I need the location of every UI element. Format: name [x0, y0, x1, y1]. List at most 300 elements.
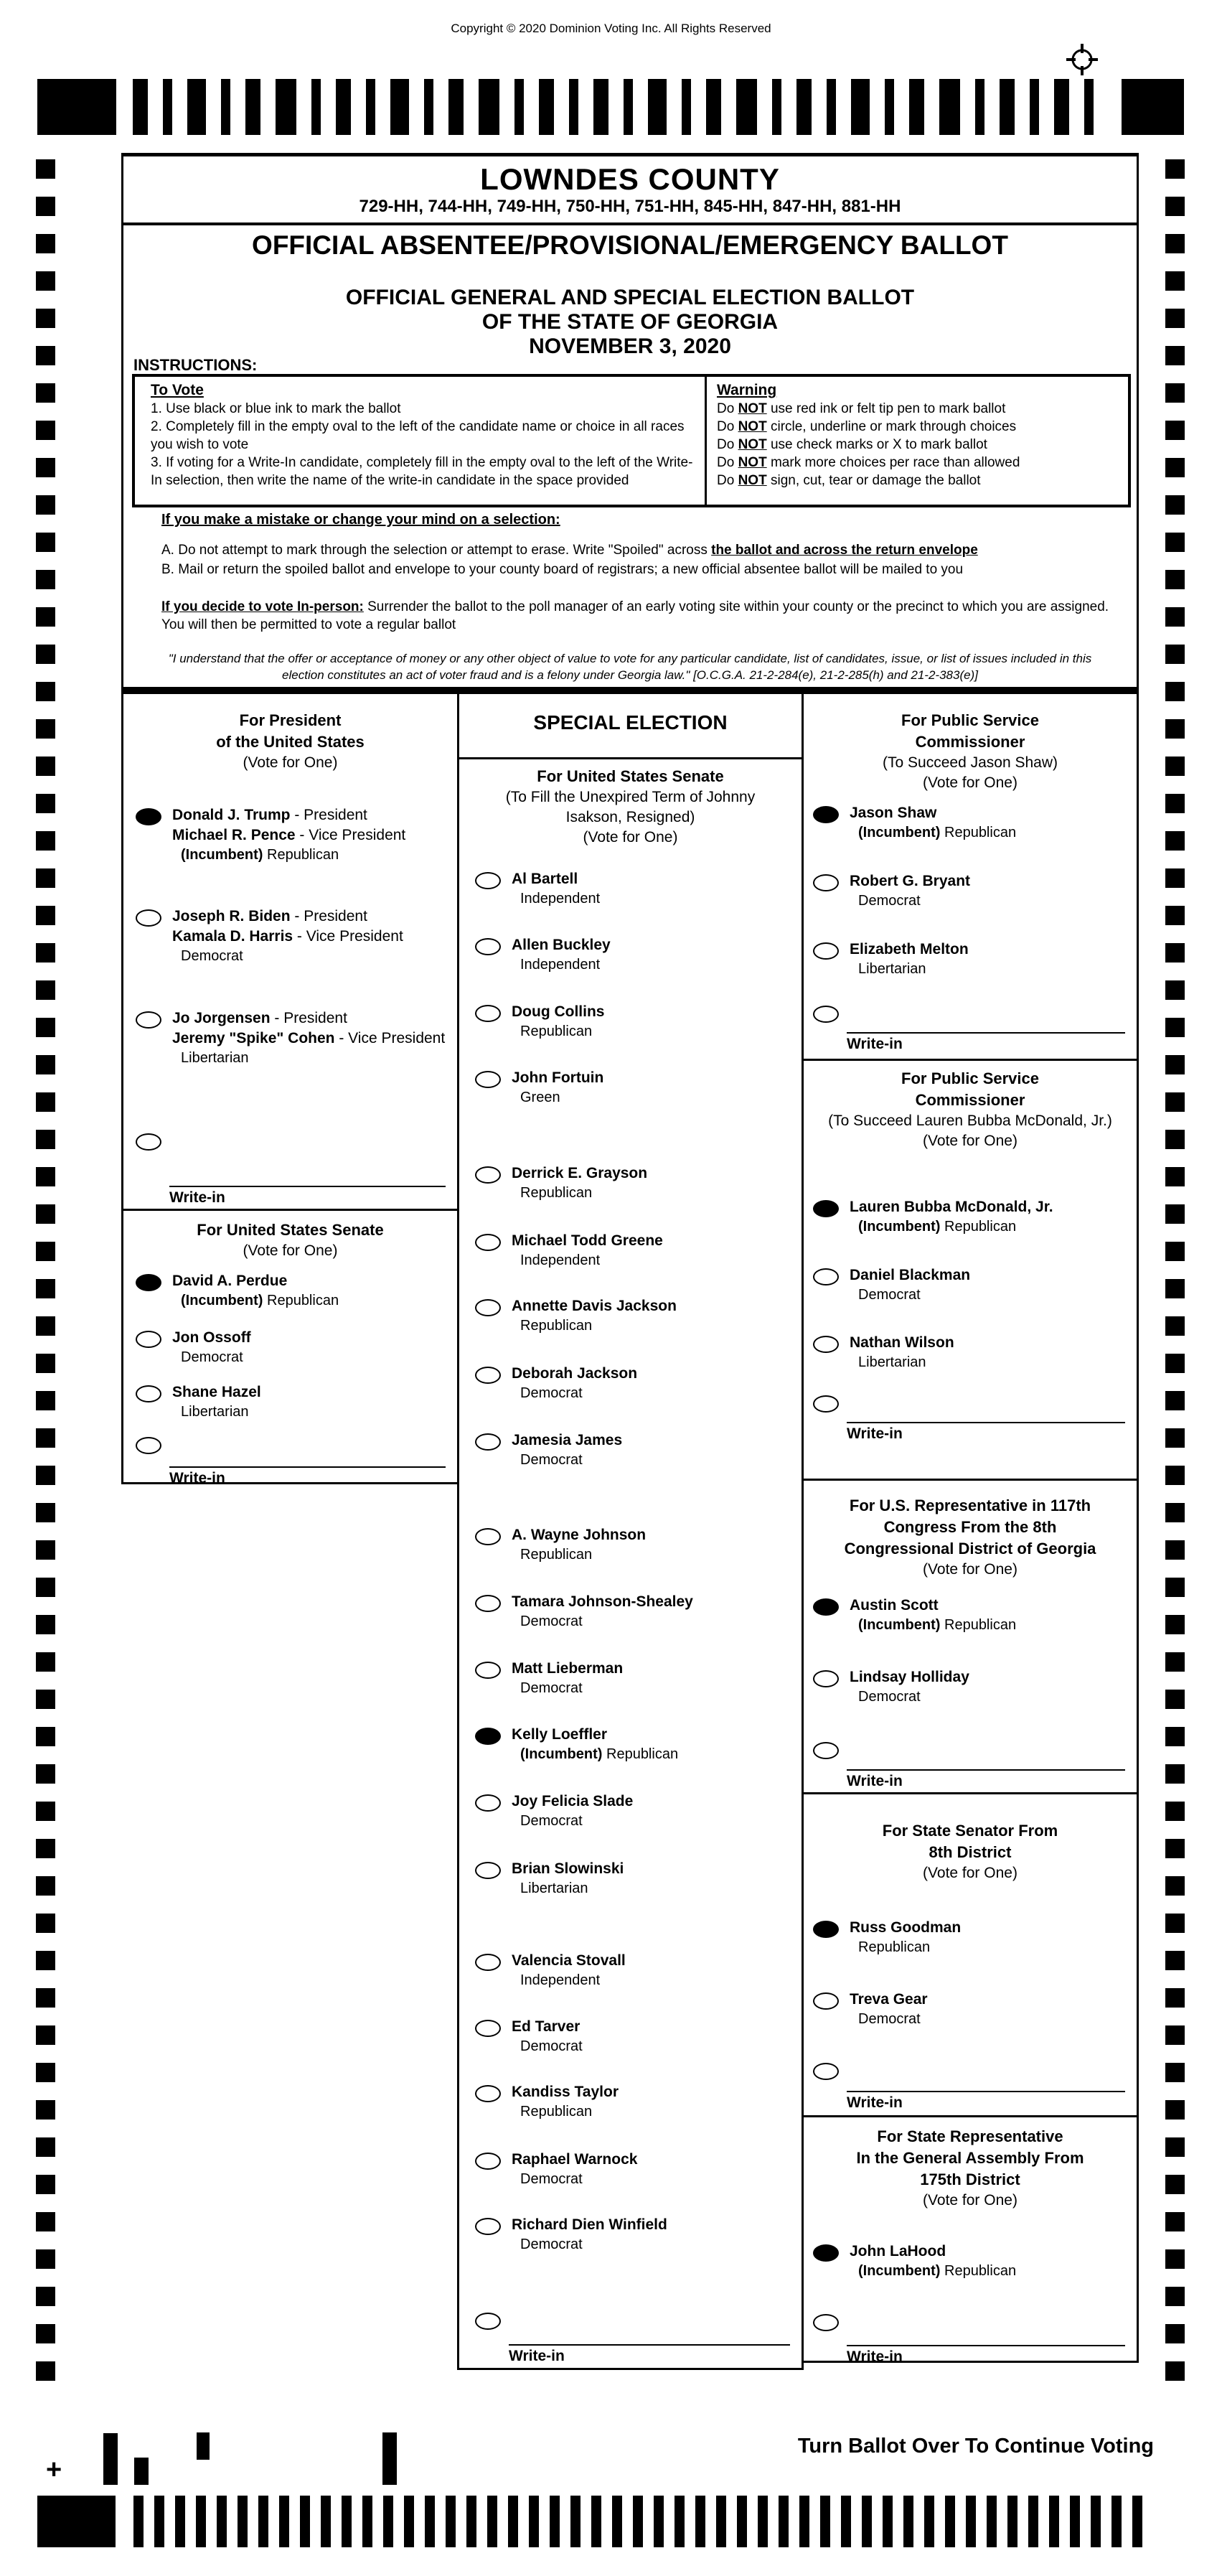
write-in-oval[interactable] — [813, 2314, 839, 2331]
candidate-name: Joy Felicia Slade — [512, 1793, 634, 1809]
timing-mark — [36, 1391, 55, 1410]
barcode-bar — [736, 79, 757, 135]
write-in-label: Write-in — [847, 2348, 903, 2365]
ballot-oval[interactable] — [475, 1528, 501, 1545]
candidate-party: (Incumbent) Republican — [858, 2263, 1017, 2279]
calibration-bar — [382, 2432, 397, 2485]
timing-mark — [36, 1466, 55, 1485]
candidate-row — [475, 1725, 678, 1764]
timing-mark — [1165, 1354, 1185, 1373]
mistake-item-b: B. Mail or return the spoiled ballot and envelope to your county board of registrars; a new official absentee ballot will be mailed to you — [161, 562, 964, 577]
candidate-row — [475, 1859, 624, 1898]
timing-mark — [36, 1242, 55, 1261]
candidate-name: Russ Goodman — [850, 1919, 962, 1936]
timing-mark — [36, 1130, 55, 1149]
timing-mark — [1165, 719, 1185, 739]
candidate-text — [512, 2082, 619, 2122]
candidate-party: Democrat — [520, 2171, 583, 2187]
candidate-name: Robert G. Bryant — [850, 873, 971, 889]
write-in-line[interactable] — [169, 1466, 446, 1468]
write-in-line[interactable] — [847, 1422, 1125, 1423]
timing-mark — [1165, 234, 1185, 253]
timing-mark — [1165, 1279, 1185, 1298]
ballot-oval-filled[interactable] — [813, 806, 839, 823]
barcode-bar — [682, 79, 691, 135]
ballot-oval[interactable] — [475, 1166, 501, 1184]
timing-mark — [1165, 1988, 1185, 2008]
barcode-bar — [336, 79, 351, 135]
timing-mark — [1165, 1204, 1185, 1224]
timing-mark — [1165, 570, 1185, 589]
write-in-oval[interactable] — [813, 2063, 839, 2080]
race-us-senate — [123, 1209, 457, 1491]
ballot-oval[interactable] — [475, 1005, 501, 1022]
write-in-line[interactable] — [847, 2091, 1125, 2092]
timing-mark — [1165, 943, 1185, 963]
timing-mark — [36, 1764, 55, 1784]
timing-mark — [36, 2249, 55, 2269]
candidate-name: Kamala D. Harris - Vice President — [172, 928, 403, 945]
timing-mark — [36, 1578, 55, 1597]
candidate-party: Independent — [520, 891, 601, 907]
race-vote-for: (Vote for One) — [923, 1133, 1017, 1149]
barcode-bar — [758, 2496, 768, 2547]
barcode-bar — [924, 2496, 934, 2547]
timing-mark — [1165, 1839, 1185, 1858]
candidate-name: Jeremy "Spike" Cohen - Vice President — [172, 1030, 446, 1046]
candidate-name: Matt Lieberman — [512, 1660, 624, 1677]
barcode-bar — [383, 2496, 393, 2547]
timing-mark — [1165, 831, 1185, 851]
barcode-bar — [321, 2496, 331, 2547]
election-title-line1: OFFICIAL GENERAL AND SPECIAL ELECTION BALLOT — [345, 286, 915, 309]
ballot-oval[interactable] — [813, 1336, 839, 1353]
barcode-bar — [1028, 2496, 1038, 2547]
write-in-line[interactable] — [169, 1186, 446, 1187]
barcode-bar — [883, 2496, 893, 2547]
candidate-name: Jason Shaw — [850, 805, 937, 821]
ballot-oval[interactable] — [475, 2020, 501, 2037]
candidate-name: Kelly Loeffler — [512, 1726, 608, 1743]
timing-mark — [36, 458, 55, 477]
candidate-text — [512, 1592, 693, 1631]
candidate-row — [475, 1792, 633, 1831]
write-in-oval[interactable] — [475, 2313, 501, 2330]
ballot-oval-filled[interactable] — [813, 1200, 839, 1217]
warning-item: Do NOT circle, underline or mark through choices — [717, 419, 1017, 434]
barcode-bar — [675, 2496, 685, 2547]
write-in-line[interactable] — [847, 1032, 1125, 1034]
barcode-bar — [300, 2496, 310, 2547]
timing-mark — [1165, 1876, 1185, 1896]
write-in-oval[interactable] — [136, 1133, 161, 1151]
timing-mark — [1165, 533, 1185, 552]
barcode-bar — [612, 2496, 622, 2547]
race-title-line: Congress From the 8th — [883, 1518, 1057, 1536]
ballot-oval[interactable] — [475, 1367, 501, 1384]
timing-mark — [1165, 1503, 1185, 1522]
election-title-line3: NOVEMBER 3, 2020 — [529, 334, 731, 358]
ballot-oval-filled[interactable] — [813, 1921, 839, 1938]
race-title-line: 175th District — [920, 2170, 1020, 2188]
candidate-row — [813, 1667, 969, 1707]
candidate-text — [850, 1667, 969, 1707]
candidate-party: Libertarian — [520, 1881, 588, 1896]
race-vote-for: (Vote for One) — [583, 829, 678, 846]
ballot-oval[interactable] — [475, 1595, 501, 1612]
candidate-name: Kandiss Taylor — [512, 2084, 619, 2100]
timing-mark — [36, 980, 55, 1000]
candidate-party: Democrat — [181, 1349, 243, 1365]
race-title-line: Commissioner — [915, 733, 1025, 751]
to-vote-title: To Vote — [151, 382, 204, 398]
race-title-line: of the United States — [216, 733, 365, 751]
race-us-senate-special — [459, 757, 802, 2375]
timing-mark — [1165, 2361, 1185, 2381]
ballot-header-box — [121, 153, 1139, 689]
timing-mark — [36, 1951, 55, 1970]
candidate-name: Donald J. Trump - President — [172, 807, 367, 823]
candidate-name: A. Wayne Johnson — [512, 1527, 647, 1543]
candidate-text — [850, 1265, 970, 1305]
timing-mark — [1165, 2063, 1185, 2082]
barcode-bar — [466, 2496, 476, 2547]
ballot-oval[interactable] — [813, 1268, 839, 1285]
write-in-oval[interactable] — [813, 1006, 839, 1023]
timing-mark — [36, 1839, 55, 1858]
write-in-oval[interactable] — [813, 1395, 839, 1413]
ballot-oval-filled[interactable] — [475, 1728, 501, 1745]
barcode-bar — [514, 79, 524, 135]
ballot-oval-filled[interactable] — [813, 2244, 839, 2262]
timing-mark — [36, 2063, 55, 2082]
candidate-row — [813, 1990, 928, 2029]
timing-mark — [36, 682, 55, 701]
timing-mark — [36, 1615, 55, 1634]
candidate-party: Democrat — [858, 2011, 921, 2027]
timing-mark — [36, 1279, 55, 1298]
candidate-text — [512, 2215, 667, 2254]
write-in-label: Write-in — [169, 1470, 225, 1486]
candidate-name: Nathan Wilson — [850, 1334, 954, 1351]
race-state-rep-175 — [804, 2115, 1137, 2370]
timing-mark — [1165, 757, 1185, 776]
race-vote-for: (Vote for One) — [923, 2192, 1017, 2209]
barcode-bar — [820, 2496, 830, 2547]
race-title-line: For United States Senate — [537, 767, 724, 785]
candidate-row — [136, 1382, 261, 1422]
candidate-name: Al Bartell — [512, 871, 578, 887]
candidate-text — [512, 1525, 646, 1565]
timing-mark — [1165, 980, 1185, 1000]
timing-mark — [36, 2100, 55, 2120]
ballot-oval[interactable] — [813, 1992, 839, 2010]
race-vote-for: (Vote for One) — [923, 774, 1017, 791]
candidate-name: Derrick E. Grayson — [512, 1165, 648, 1181]
candidate-party: Republican — [858, 1939, 931, 1955]
barcode-bar — [975, 79, 984, 135]
barcode-bar — [446, 2496, 456, 2547]
barcode-bar — [648, 79, 667, 135]
barcode-bar — [425, 2496, 435, 2547]
barcode-bar — [479, 79, 499, 135]
candidate-row — [136, 1008, 445, 1068]
timing-mark — [1165, 1578, 1185, 1597]
timing-mark — [1165, 346, 1185, 365]
candidate-party: (Incumbent) Republican — [858, 1617, 1017, 1633]
barcode-bar — [221, 79, 230, 135]
barcode-start-block — [37, 79, 116, 135]
candidate-text — [512, 1951, 626, 1990]
write-in-oval[interactable] — [136, 1437, 161, 1454]
ballot-type-title: OFFICIAL ABSENTEE/PROVISIONAL/EMERGENCY BALLOT — [252, 230, 1008, 260]
candidate-row — [475, 2017, 583, 2056]
barcode-bar — [966, 2496, 976, 2547]
candidate-text — [850, 1990, 928, 2029]
race-title-line: For State Representative — [877, 2127, 1063, 2145]
to-vote-item: 1. Use black or blue ink to mark the ballot — [151, 401, 401, 416]
barcode-bar — [903, 2496, 913, 2547]
barcode-bar — [154, 2496, 164, 2547]
timing-mark — [36, 1316, 55, 1336]
barcode-bar — [1091, 2496, 1101, 2547]
candidate-row — [136, 1271, 339, 1311]
candidate-row — [136, 907, 403, 966]
candidate-row — [813, 803, 1016, 843]
candidate-text — [172, 1382, 261, 1422]
candidate-row — [813, 1596, 1016, 1635]
barcode-bar — [529, 2496, 539, 2547]
barcode-bar — [1030, 79, 1039, 135]
ballot-oval[interactable] — [813, 1670, 839, 1687]
candidate-row — [475, 1163, 647, 1203]
candidate-name: Richard Dien Winfield — [512, 2216, 667, 2233]
barcode-bar — [593, 79, 608, 135]
barcode-bar — [279, 2496, 289, 2547]
timing-mark — [36, 1018, 55, 1037]
ballot-oval[interactable] — [475, 1954, 501, 1971]
race-vote-for: (Vote for One) — [243, 754, 338, 771]
candidate-row — [475, 2082, 619, 2122]
timing-mark — [36, 906, 55, 925]
race-title-line: Commissioner — [915, 1091, 1025, 1109]
write-in-line[interactable] — [509, 2344, 790, 2346]
timing-mark — [36, 645, 55, 664]
candidate-party: Republican — [520, 1318, 593, 1334]
ballot-oval-filled[interactable] — [136, 808, 161, 825]
ballot-oval[interactable] — [475, 1662, 501, 1679]
candidate-party: Democrat — [520, 1385, 583, 1401]
ballot-column-2 — [457, 689, 804, 2370]
barcode-bar — [706, 79, 721, 135]
ballot-oval-filled[interactable] — [813, 1598, 839, 1616]
ballot-oval[interactable] — [475, 1234, 501, 1251]
barcode-bar — [569, 79, 578, 135]
timing-mark — [36, 1540, 55, 1560]
write-in-label: Write-in — [847, 1036, 903, 1052]
barcode-bar — [1007, 2496, 1017, 2547]
ballot-oval-filled[interactable] — [136, 1274, 161, 1291]
timing-mark — [1165, 1391, 1185, 1410]
candidate-party: Green — [520, 1090, 560, 1105]
candidate-text — [512, 1296, 677, 1336]
warning-section — [707, 377, 1128, 505]
race-subtitle-line: (To Succeed Lauren Bubba McDonald, Jr.) — [828, 1113, 1112, 1129]
timing-mark — [36, 2361, 55, 2381]
timing-mark — [36, 757, 55, 776]
ballot-oval[interactable] — [136, 1011, 161, 1029]
barcode-bar — [1084, 79, 1094, 135]
timing-mark — [36, 2025, 55, 2045]
ballot-oval[interactable] — [475, 2218, 501, 2235]
timing-mark — [36, 421, 55, 440]
ballot-oval[interactable] — [475, 938, 501, 955]
mistake-title: If you make a mistake or change your mind on a selection: — [161, 512, 560, 528]
candidate-party: (Incumbent) Republican — [858, 825, 1017, 840]
candidate-text — [512, 935, 611, 975]
ballot-oval[interactable] — [475, 1794, 501, 1812]
candidate-name: Shane Hazel — [172, 1384, 261, 1400]
timing-mark — [1165, 1055, 1185, 1074]
candidate-text — [850, 2242, 1016, 2281]
timing-mark — [36, 2137, 55, 2157]
barcode-bar — [390, 79, 409, 135]
race-subtitle-line: Isakson, Resigned) — [565, 809, 695, 825]
barcode-bar — [841, 2496, 851, 2547]
write-in-line[interactable] — [847, 2345, 1125, 2346]
ballot-oval[interactable] — [136, 1331, 161, 1348]
county-title: LOWNDES COUNTY — [480, 162, 780, 196]
timing-mark — [1165, 2100, 1185, 2120]
timing-mark — [36, 1503, 55, 1522]
candidate-name: Austin Scott — [850, 1597, 939, 1613]
timing-mark — [1165, 1690, 1185, 1709]
race-vote-for: (Vote for One) — [923, 1561, 1017, 1578]
candidate-name: John Fortuin — [512, 1069, 604, 1086]
candidate-row — [136, 805, 405, 865]
barcode-bar — [276, 79, 296, 135]
timing-mark — [1165, 159, 1185, 179]
timing-mark — [1165, 1764, 1185, 1784]
candidate-name: Treva Gear — [850, 1991, 928, 2008]
barcode-bar — [633, 2496, 643, 2547]
barcode-start-block — [37, 2496, 116, 2547]
race-subtitle-line: (To Fill the Unexpired Term of Johnny — [505, 789, 756, 805]
candidate-row — [475, 1296, 677, 1336]
candidate-name: Jamesia James — [512, 1432, 623, 1448]
timing-mark — [1165, 1316, 1185, 1336]
candidate-party: Democrat — [520, 1613, 583, 1629]
timing-mark — [36, 1428, 55, 1448]
candidate-party: Libertarian — [858, 961, 926, 977]
timing-mark — [1165, 1018, 1185, 1037]
candidate-name: Valencia Stovall — [512, 1952, 626, 1969]
candidate-name: Lindsay Holliday — [850, 1669, 969, 1685]
barcode-bar — [539, 79, 554, 135]
barcode-bar — [1054, 79, 1069, 135]
ballot-oval[interactable] — [475, 872, 501, 889]
candidate-row — [813, 871, 970, 911]
ballot-oval[interactable] — [475, 1433, 501, 1451]
candidate-name: Jon Ossoff — [172, 1329, 251, 1346]
candidate-party: Republican — [520, 2104, 593, 2120]
ballot-oval[interactable] — [475, 1299, 501, 1316]
candidate-party: Libertarian — [181, 1050, 249, 1066]
candidate-party: Democrat — [858, 1689, 921, 1705]
timing-mark — [1165, 607, 1185, 627]
ballot-oval[interactable] — [475, 1071, 501, 1088]
candidate-text — [850, 1918, 961, 1957]
instructions-box — [132, 374, 1131, 507]
ballot-oval[interactable] — [813, 942, 839, 960]
candidate-row — [475, 1002, 605, 1041]
timing-mark — [36, 1167, 55, 1186]
ballot-oval[interactable] — [475, 2153, 501, 2170]
instructions-label: INSTRUCTIONS: — [133, 356, 258, 374]
candidate-row — [475, 1231, 663, 1270]
timing-mark — [1165, 2137, 1185, 2157]
special-election-banner: SPECIAL ELECTION — [459, 694, 802, 759]
barcode-bar — [772, 79, 781, 135]
write-in-line[interactable] — [847, 1769, 1125, 1771]
race-header — [804, 710, 1137, 793]
timing-mark — [36, 346, 55, 365]
warning-item: Do NOT use red ink or felt tip pen to mark ballot — [717, 401, 1006, 416]
barcode-bar — [909, 79, 924, 135]
timing-mark — [1165, 2175, 1185, 2194]
timing-mark — [36, 1354, 55, 1373]
candidate-row — [475, 1525, 646, 1565]
race-header — [123, 1219, 457, 1261]
candidate-text — [172, 1008, 445, 1068]
candidate-party: Republican — [520, 1024, 593, 1039]
timing-mark — [1165, 1727, 1185, 1746]
candidate-row — [813, 940, 969, 979]
ballot-oval[interactable] — [475, 2085, 501, 2102]
barcode-bar — [245, 79, 260, 135]
timing-mark — [1165, 682, 1185, 701]
fraud-notice-line2: election constitutes an act of voter fraud and is a felony under Georgia law." [O.C.G.A. 21-2-284(e), 21-2-285(h) and 21-2-383(e)] — [282, 668, 978, 682]
timing-mark — [1165, 1242, 1185, 1261]
candidate-name: Lauren Bubba McDonald, Jr. — [850, 1199, 1053, 1215]
race-header — [459, 766, 802, 848]
timing-mark — [36, 831, 55, 851]
ballot-oval[interactable] — [136, 909, 161, 927]
warning-title: Warning — [717, 382, 777, 398]
barcode-bar — [448, 79, 464, 135]
candidate-text — [172, 1271, 339, 1311]
candidate-text — [850, 1197, 1053, 1237]
candidate-row — [475, 1951, 626, 1990]
timing-mark — [36, 1876, 55, 1896]
timing-mark — [36, 1727, 55, 1746]
race-title-line: Congressional District of Georgia — [844, 1540, 1096, 1558]
candidate-name: Joseph R. Biden - President — [172, 908, 367, 924]
race-subtitle-line: (To Succeed Jason Shaw) — [883, 754, 1058, 771]
timing-mark — [36, 383, 55, 403]
ballot-oval[interactable] — [136, 1385, 161, 1402]
candidate-row — [475, 1430, 622, 1470]
barcode-bar — [163, 79, 172, 135]
barcode-bar — [1111, 2496, 1122, 2547]
timing-mark — [36, 495, 55, 515]
ballot-oval[interactable] — [813, 874, 839, 891]
timing-mark — [36, 1988, 55, 2008]
ballot-oval[interactable] — [475, 1862, 501, 1879]
candidate-name: Michael Todd Greene — [512, 1232, 663, 1249]
write-in-oval[interactable] — [813, 1742, 839, 1759]
warning-item: Do NOT mark more choices per race than allowed — [717, 455, 1020, 470]
